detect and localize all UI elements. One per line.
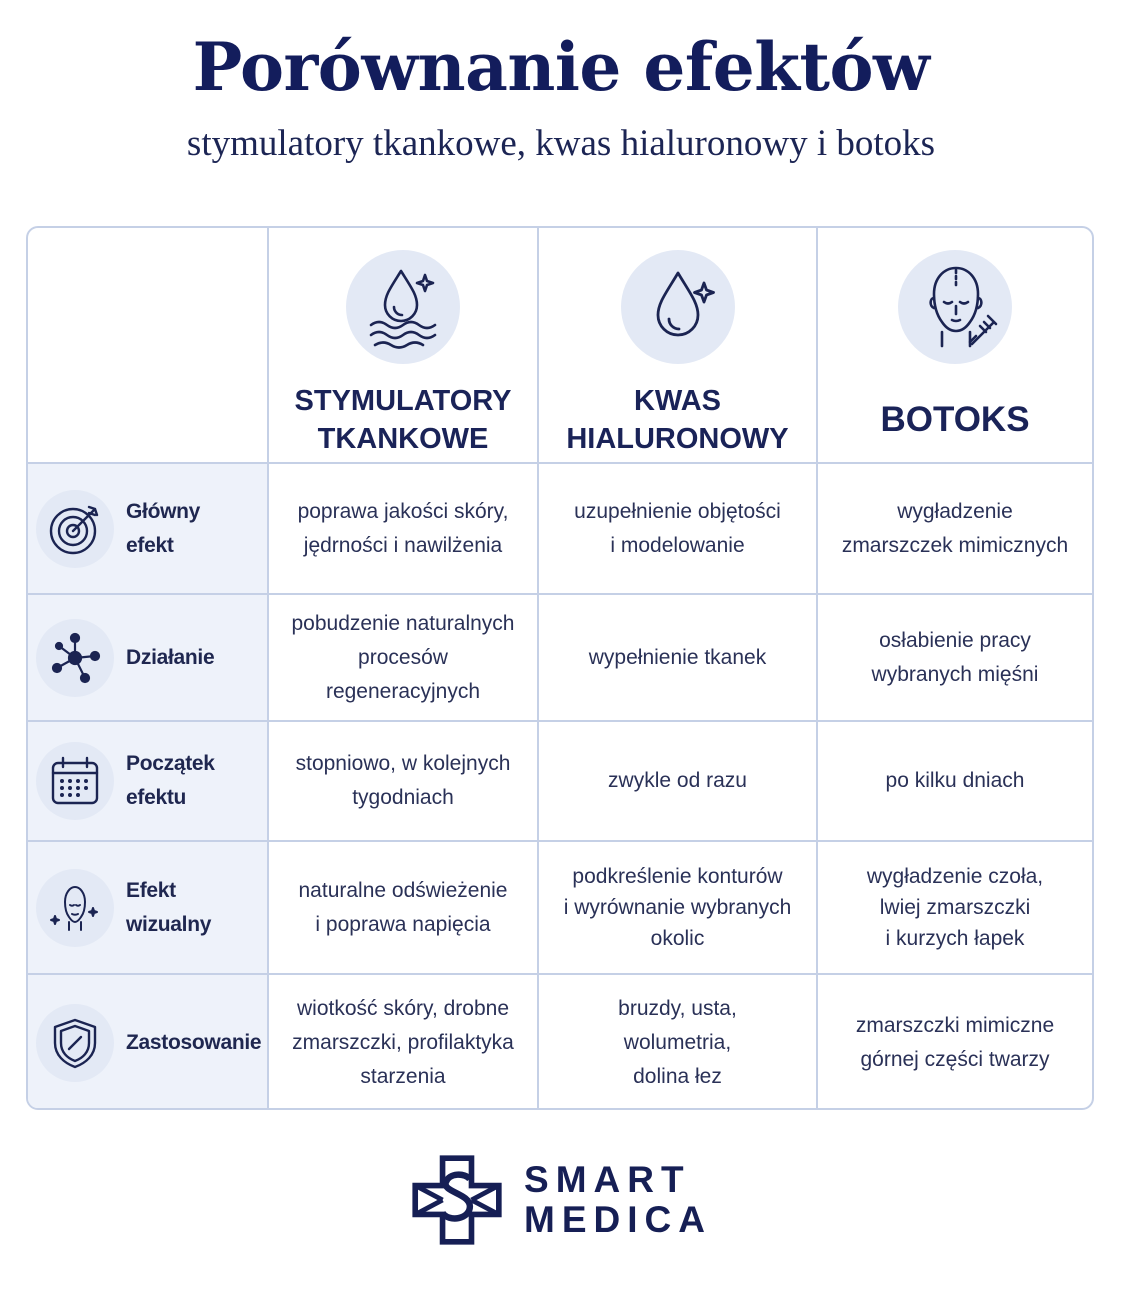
row-header-zastosowanie	[28, 975, 269, 1110]
column-header-kwas	[539, 228, 818, 464]
smart-medica-logo	[412, 1142, 712, 1258]
cell-line: wybranych mięśni	[871, 662, 1039, 686]
cell-line: okolic	[650, 927, 705, 950]
table-cell	[539, 464, 818, 595]
row-label: Zastosowanie	[126, 1030, 262, 1054]
drop-sparkle-icon	[621, 250, 735, 364]
column-title-line2: HIALURONOWY	[566, 423, 789, 455]
face-syringe-icon	[898, 250, 1012, 364]
table-cell	[818, 842, 1092, 975]
cell-line: i modelowanie	[610, 533, 745, 557]
cell-line: po kilku dniach	[885, 769, 1025, 792]
shield-icon	[36, 1004, 114, 1082]
cell-line: poprawa jakości skóry,	[297, 499, 509, 523]
cell-line: i poprawa napięcia	[315, 912, 491, 936]
cell-line: jędrności i nawilżenia	[303, 533, 503, 557]
page-title: Porównanie efektów	[192, 28, 930, 106]
column-title-line1: STYMULATORY	[294, 385, 512, 417]
table-cell	[269, 842, 539, 975]
column-header-stymulatory	[269, 228, 539, 464]
cell-line: wiotkość skóry, drobne	[296, 996, 510, 1020]
row-label: Działanie	[126, 645, 215, 669]
table-cell	[818, 464, 1092, 595]
table-cell	[539, 595, 818, 722]
cell-line: zmarszczki mimiczne	[855, 1013, 1055, 1037]
molecule-icon	[36, 619, 114, 697]
table-cell	[269, 975, 539, 1110]
cell-line: pobudzenie naturalnych	[291, 611, 515, 635]
row-label: Początek efektu	[126, 752, 215, 809]
cross-s-logo-icon	[412, 1144, 502, 1256]
table-cell	[539, 975, 818, 1110]
cell-line: wygładzenie czoła,	[866, 865, 1044, 888]
column-title-line1: KWAS	[633, 385, 721, 417]
cell-line: wolumetria,	[623, 1030, 732, 1054]
cell-line: i kurzych łapek	[885, 927, 1025, 950]
target-icon	[36, 490, 114, 568]
cell-line: tygodniach	[352, 786, 454, 809]
table-cell	[818, 722, 1092, 842]
corner-cell	[28, 228, 269, 464]
table-cell	[539, 842, 818, 975]
table-cell	[269, 722, 539, 842]
cell-line: górnej części twarzy	[860, 1047, 1050, 1071]
calendar-icon	[36, 742, 114, 820]
cell-line: wypełnienie tkanek	[588, 645, 767, 669]
face-sparkle-icon	[36, 869, 114, 947]
column-header-botoks	[818, 228, 1092, 464]
cell-line: bruzdy, usta,	[618, 996, 737, 1020]
cell-line: starzenia	[360, 1064, 446, 1088]
logo-text-line1: SMART	[524, 1159, 691, 1200]
cell-line: i wyrównanie wybranych	[563, 896, 792, 919]
cell-line: dolina łez	[633, 1064, 722, 1088]
cell-line: procesów regeneracyjnych	[325, 645, 481, 703]
table-cell	[269, 595, 539, 722]
table-cell	[269, 464, 539, 595]
cell-line: wygładzenie	[897, 499, 1013, 523]
table-cell	[818, 975, 1092, 1110]
cell-line: lwiej zmarszczki	[879, 896, 1031, 919]
row-header-dzialanie	[28, 595, 269, 722]
cell-line: naturalne odświeżenie	[298, 878, 508, 902]
table-cell	[539, 722, 818, 842]
cell-line: podkreślenie konturów	[572, 865, 783, 888]
cell-line: zmarszczek mimicznych	[841, 533, 1069, 557]
drop-skin-icon	[346, 250, 460, 364]
column-title-line1: BOTOKS	[880, 400, 1030, 439]
row-label: Efekt wizualny	[126, 878, 212, 936]
row-header-poczatek-efektu	[28, 722, 269, 842]
comparison-table	[26, 226, 1094, 1110]
cell-line: zwykle od razu	[608, 769, 747, 792]
cell-line: osłabienie pracy	[879, 628, 1031, 652]
column-title-line2: TKANKOWE	[317, 423, 489, 455]
row-header-glowny-efekt	[28, 464, 269, 595]
cell-line: zmarszczki, profilaktyka	[292, 1030, 514, 1054]
logo-text-line2: MEDICA	[524, 1199, 712, 1240]
cell-line: stopniowo, w kolejnych	[295, 752, 511, 775]
cell-line: uzupełnienie objętości	[574, 499, 781, 523]
row-label: Główny efekt	[126, 499, 201, 557]
page-subtitle: stymulatory tkankowe, kwas hialuronowy i botoks	[186, 123, 936, 164]
table-cell	[818, 595, 1092, 722]
row-header-efekt-wizualny	[28, 842, 269, 975]
